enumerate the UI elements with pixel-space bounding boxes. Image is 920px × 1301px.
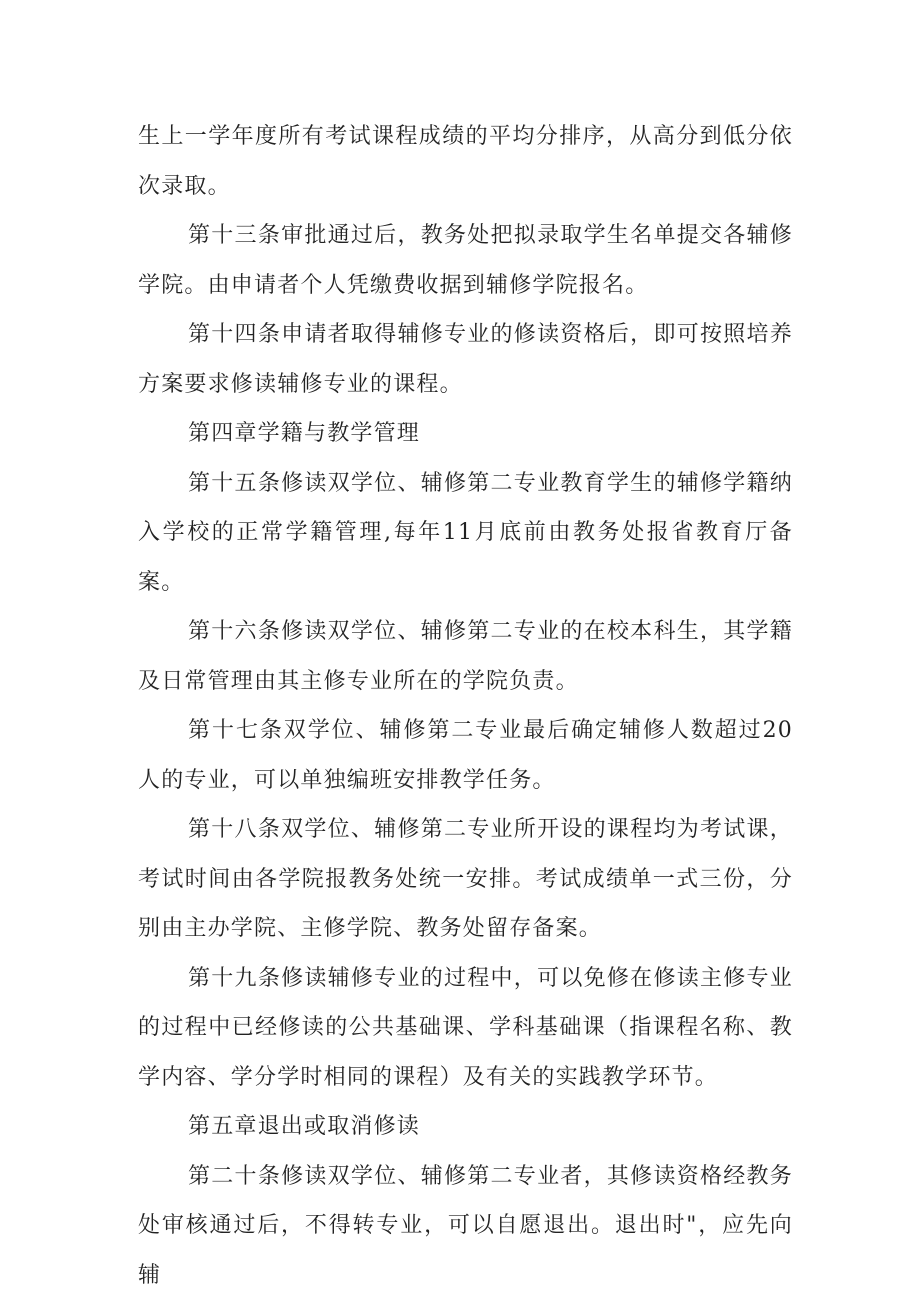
article-15-paragraph: 第十五条修读双学位、辅修第二专业教育学生的辅修学籍纳入学校的正常学籍管理,每年11月底前由教务处报省教育厅备案。 [138, 470, 793, 595]
chapter-4-heading: 第四章学籍与教学管理 [188, 421, 421, 446]
article-14-paragraph: 第十四条申请者取得辅修专业的修读资格后，即可按照培养方案要求修读辅修专业的课程。 [138, 322, 793, 397]
article-20-paragraph: 第二十条修读双学位、辅修第二专业者，其修读资格经教务处审核通过后，不得转专业，可以自愿退出。退出时"，应先向辅 [138, 1163, 793, 1288]
article-17-paragraph: 第十七条双学位、辅修第二专业最后确定辅修人数超过20人的专业，可以单独编班安排教学任务。 [138, 718, 793, 793]
paragraph-continued-admission: 生上一学年度所有考试课程成绩的平均分排序，从高分到低分依次录取。 [138, 124, 793, 199]
chapter-5-heading: 第五章退出或取消修读 [188, 1114, 421, 1139]
article-19-paragraph: 第十九条修读辅修专业的过程中，可以免修在修读主修专业的过程中已经修读的公共基础课、学科基础课（指课程名称、教学内容、学分学时相同的课程）及有关的实践教学环节。 [138, 965, 793, 1090]
article-16-paragraph: 第十六条修读双学位、辅修第二专业的在校本科生，其学籍及日常管理由其主修专业所在的学院负责。 [138, 619, 793, 694]
article-18-paragraph: 第十八条双学位、辅修第二专业所开设的课程均为考试课，考试时间由各学院报教务处统一安排。考试成绩单一式三份，分别由主办学院、主修学院、教务处留存备案。 [138, 817, 793, 941]
article-13-paragraph: 第十三条审批通过后，教务处把拟录取学生名单提交各辅修学院。由申请者个人凭缴费收据到辅修学院报名。 [138, 223, 793, 298]
document-body [138, 112, 793, 1300]
